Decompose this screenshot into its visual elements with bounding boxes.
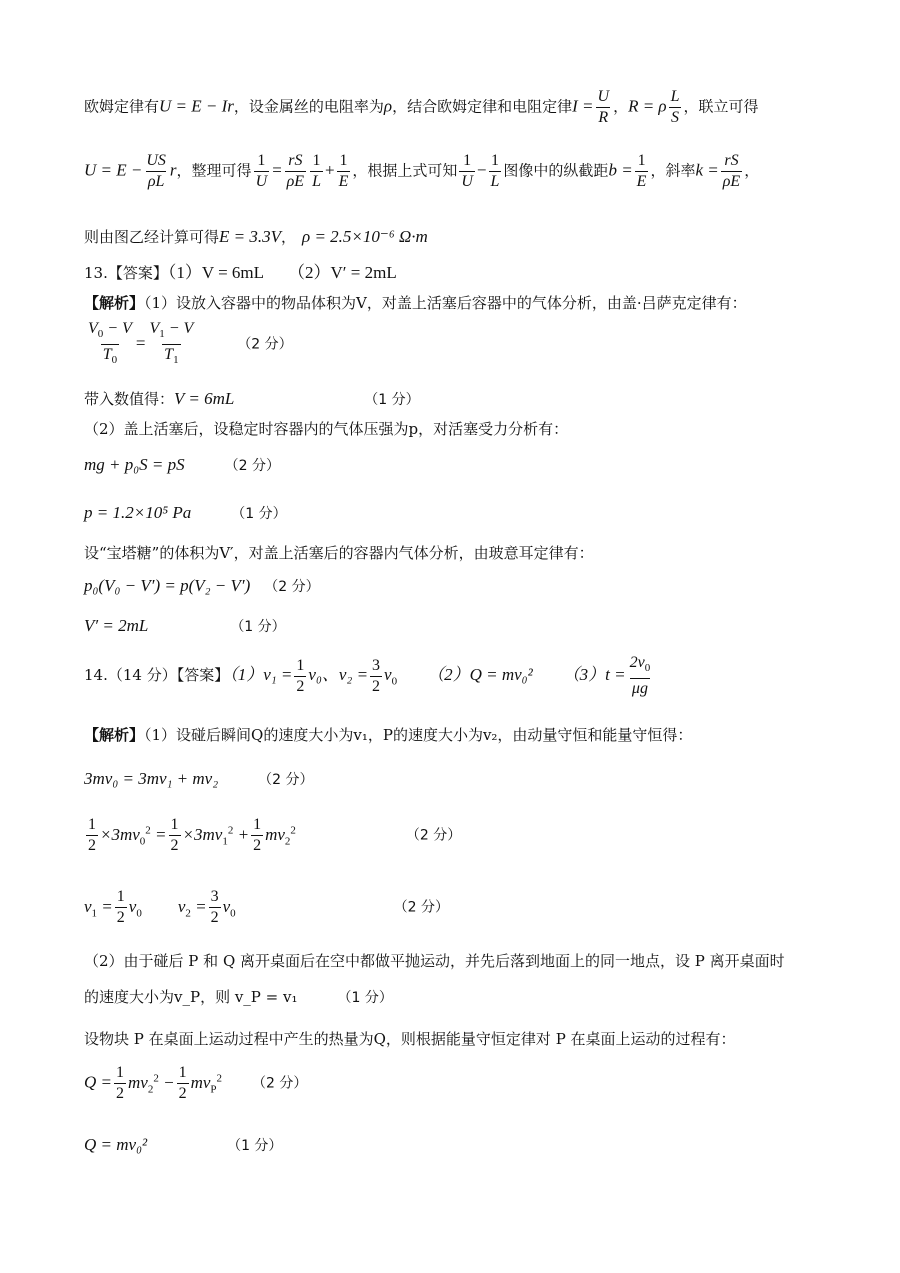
q13-pressure-line	[84, 502, 840, 525]
one-over-l-axis: $\frac{1}{L}$	[490, 152, 500, 190]
ohm-text-d: ，联立可得	[683, 97, 759, 116]
result-text: 则由图乙经计算可得	[84, 228, 220, 246]
q13-answer-1: （1）V = 6mL	[167, 263, 265, 282]
q14-final-line	[84, 1134, 840, 1157]
one-over-u-axis: $\frac{1}{U}$	[461, 152, 473, 190]
q14-answer-3: （3）t =	[562, 665, 626, 685]
intercept-lhs: b =	[608, 160, 633, 180]
points-label: （2 分）	[237, 336, 293, 353]
derivation-line: U = E − $\frac{US}{\rho L}$ r，整理可得 $\frac{1}{U}$ = $\frac{rS}{\rho E}$ $\frac{1}{L}$ + $\frac{1}{E}$ ，根据上式可知 $\frac{1}{U}$ − $\frac{1}{L}$ 图像中的纵截距b = $\frac{1}{E}$ ，斜率k = $\frac{rS}{\rho E}$ ，	[84, 152, 760, 190]
points-label: （2 分）	[258, 772, 314, 788]
q14-part2-line2	[84, 986, 840, 1009]
ohm-law-line: 欧姆定律有U = E − Ir，设金属丝的电阻率为ρ，结合欧姆定律和电阻定律I = $\frac{U}{R}$ ，R = ρ $\frac{L}{S}$ ，联立可得	[84, 88, 759, 126]
points-label: （1 分）	[230, 619, 286, 635]
q14-answer-line: 14.（14 分）【答案】（1）v₁ = $\frac{1}{2}$ v₀、v₂ = $\frac{3}{2}$ $v_0$ （2）Q = mv₀² （3）t = $\frac{2v_0}{\mu g}$	[84, 654, 651, 698]
q14-head: 14.（14 分）【答案】	[84, 666, 230, 685]
q14-heat-line	[84, 1028, 840, 1050]
q14-answer-2: （2）Q = mv₀²	[427, 665, 533, 685]
emf-value: E = 3.3V	[219, 227, 282, 246]
gay-lussac-lhs: $\frac{V_0 - V}{T_0}$	[86, 320, 134, 369]
q13-part2-text: （2）盖上活塞后，设稳定时容器内的气体压强为p，对活塞受力分析有：	[84, 420, 569, 438]
q13-substitute-text: 带入数值得：	[84, 390, 175, 408]
q13-final-line	[84, 615, 840, 638]
rs-over-rhoe-fraction: $\frac{rS}{\rho E}$	[286, 152, 305, 190]
one-over-e-fraction: $\frac{1}{E}$	[338, 152, 349, 190]
q14-answer-1b: v₀、v₂ =	[308, 665, 369, 685]
q13-answer-2: （2）V′ = 2mL	[288, 263, 397, 282]
q14-heat-eq-line: Q = $\frac{1}{2}$ $mv_2^2$ − $\frac{1}{2}$ $mv_P^2$ （2 分）	[84, 1064, 308, 1102]
half-fraction: $\frac{1}{2}$	[116, 1064, 124, 1102]
q14-part2-text2: 的速度大小为v_P，则 v_P = v₁	[84, 988, 298, 1006]
u-lhs: U = E −	[84, 160, 143, 180]
q14-analysis-text: （1）设碰后瞬间Q的速度大小为v₁，P的速度大小为v₂，由动量守恒和能量守恒得：	[144, 726, 693, 744]
three-halves-fraction: $\frac{3}{2}$	[210, 888, 219, 926]
q14-analysis-line	[84, 724, 840, 746]
ohm-text-a: 欧姆定律有	[84, 97, 160, 116]
points-label: （1 分）	[231, 506, 287, 522]
points-label: （2 分）	[264, 579, 320, 595]
half-fraction: $\frac{1}{2}$	[253, 816, 262, 854]
boyle-equation: p₀(V₀ − V′) = p(V₂ − V′)	[84, 576, 251, 595]
one-over-l-fraction: $\frac{1}{L}$	[312, 152, 321, 190]
points-label: （2 分）	[405, 827, 462, 844]
points-label: （2 分）	[252, 1075, 308, 1092]
q13-boyle-eq-line	[84, 575, 840, 598]
resistance-lhs: R = ρ	[628, 96, 667, 116]
q14-part2-line	[84, 950, 840, 972]
half-fraction: $\frac{1}{2}$	[88, 816, 96, 854]
half-fraction: $\frac{1}{2}$	[178, 1064, 187, 1102]
force-equation: mg + p₀S = pS	[84, 455, 185, 474]
points-label: （2 分）	[393, 899, 450, 916]
q13-analysis-label: 【解析】	[84, 294, 145, 312]
momentum-equation: 3mv₀ = 3mv₁ + mv₂	[84, 769, 219, 788]
resistivity-value: ρ = 2.5×10⁻⁶ Ω·m	[302, 227, 428, 246]
ohm-text-b: ，设金属丝的电阻率为	[233, 97, 384, 116]
q13-value-line	[84, 388, 840, 411]
tower-candy-volume: V′ = 2mL	[84, 616, 149, 635]
q13-head: 13.【答案】	[84, 264, 168, 282]
result-line: 则由图乙经计算可得E = 3.3V， ρ = 2.5×10⁻⁶ Ω·m	[84, 227, 428, 246]
q13-gay-lussac-line: $\frac{V_0 - V}{T_0}$ = $\frac{V_1 - V}{T_1}$ （2 分）	[84, 320, 840, 368]
ohm-text-c: ，结合欧姆定律和电阻定律	[392, 97, 573, 116]
points-label: （1 分）	[227, 1138, 283, 1154]
derivation-text-d: ，斜率	[650, 161, 696, 180]
us-over-rhol-fraction: $\frac{US}{\rho L}$	[146, 152, 166, 190]
slope-lhs: k =	[695, 160, 719, 180]
one-over-u-fraction: $\frac{1}{U}$	[255, 152, 268, 190]
derivation-text-b: ，根据上式可知	[352, 161, 458, 180]
q13-part2-line	[84, 418, 840, 440]
q14-energy-line: $\frac{1}{2}$ $\times 3mv_0^2$ = $\frac{1}{2}$ $\times 3mv_1^2$ + $\frac{1}{2}$ $mv_2^2$ （2 分）	[88, 816, 462, 854]
q13-boyle-text-line	[84, 542, 840, 564]
half-fraction: $\frac{1}{2}$	[116, 888, 125, 926]
heat-value: Q = mv₀²	[84, 1135, 148, 1154]
q14-analysis-label: 【解析】	[84, 726, 145, 744]
ohm-equation: U = E − Ir	[159, 96, 234, 116]
pressure-value: p = 1.2×10⁵ Pa	[84, 503, 192, 522]
q13-answer-line	[84, 262, 840, 284]
rho-symbol: ρ	[383, 96, 393, 116]
gay-lussac-rhs: $\frac{V_1 - V}{T_1}$	[147, 320, 195, 369]
points-label: （1 分）	[337, 990, 393, 1006]
intercept-fraction: $\frac{1}{E}$	[636, 152, 647, 190]
q13-force-line	[84, 454, 840, 477]
points-label: （2 分）	[224, 458, 280, 474]
q14-velocity-line: $v_1$ = $\frac{1}{2}$ $v_0$ $v_2$ = $\frac{3}{2}$ $v_0$ （2 分）	[84, 888, 450, 926]
three-halves-fraction: $\frac{3}{2}$	[372, 656, 381, 695]
q13-analysis-line	[84, 292, 840, 314]
current-lhs: I =	[572, 96, 594, 116]
q14-heat-text: 设物块 P 在桌面上运动过程中产生的热量为Q，则根据能量守恒定律对 P 在桌面上运动的过程有：	[84, 1030, 736, 1048]
q14-momentum-line	[84, 768, 840, 791]
points-label: （1 分）	[364, 392, 420, 408]
q14-answer-1a: （1）v₁ =	[229, 665, 293, 685]
l-over-s-fraction: $\frac{L}{S}$	[670, 88, 680, 126]
slope-fraction: $\frac{rS}{\rho E}$	[722, 152, 741, 190]
u-over-r-fraction: $\frac{U}{R}$	[597, 88, 610, 126]
half-fraction: $\frac{1}{2}$	[170, 816, 179, 854]
q14-part2-text: （2）由于碰后 P 和 Q 离开桌面后在空中都做平抛运动，并先后落到地面上的同一地点，设 P 离开桌面时	[84, 952, 785, 970]
derivation-text-a: ，整理可得	[176, 161, 252, 180]
q13-volume-value: V = 6mL	[174, 389, 235, 408]
q13-analysis-text: （1）设放入容器中的物品体积为V，对盖上活塞后容器中的气体分析，由盖·吕萨克定律有：	[144, 294, 747, 312]
q13-boyle-text: 设“宝塔糖”的体积为V′，对盖上活塞后的容器内气体分析，由玻意耳定律有：	[84, 544, 594, 562]
half-fraction: $\frac{1}{2}$	[296, 656, 305, 695]
derivation-text-c: 图像中的纵截距	[503, 161, 609, 180]
time-fraction: $\frac{2v_0}{\mu g}$	[629, 654, 651, 698]
